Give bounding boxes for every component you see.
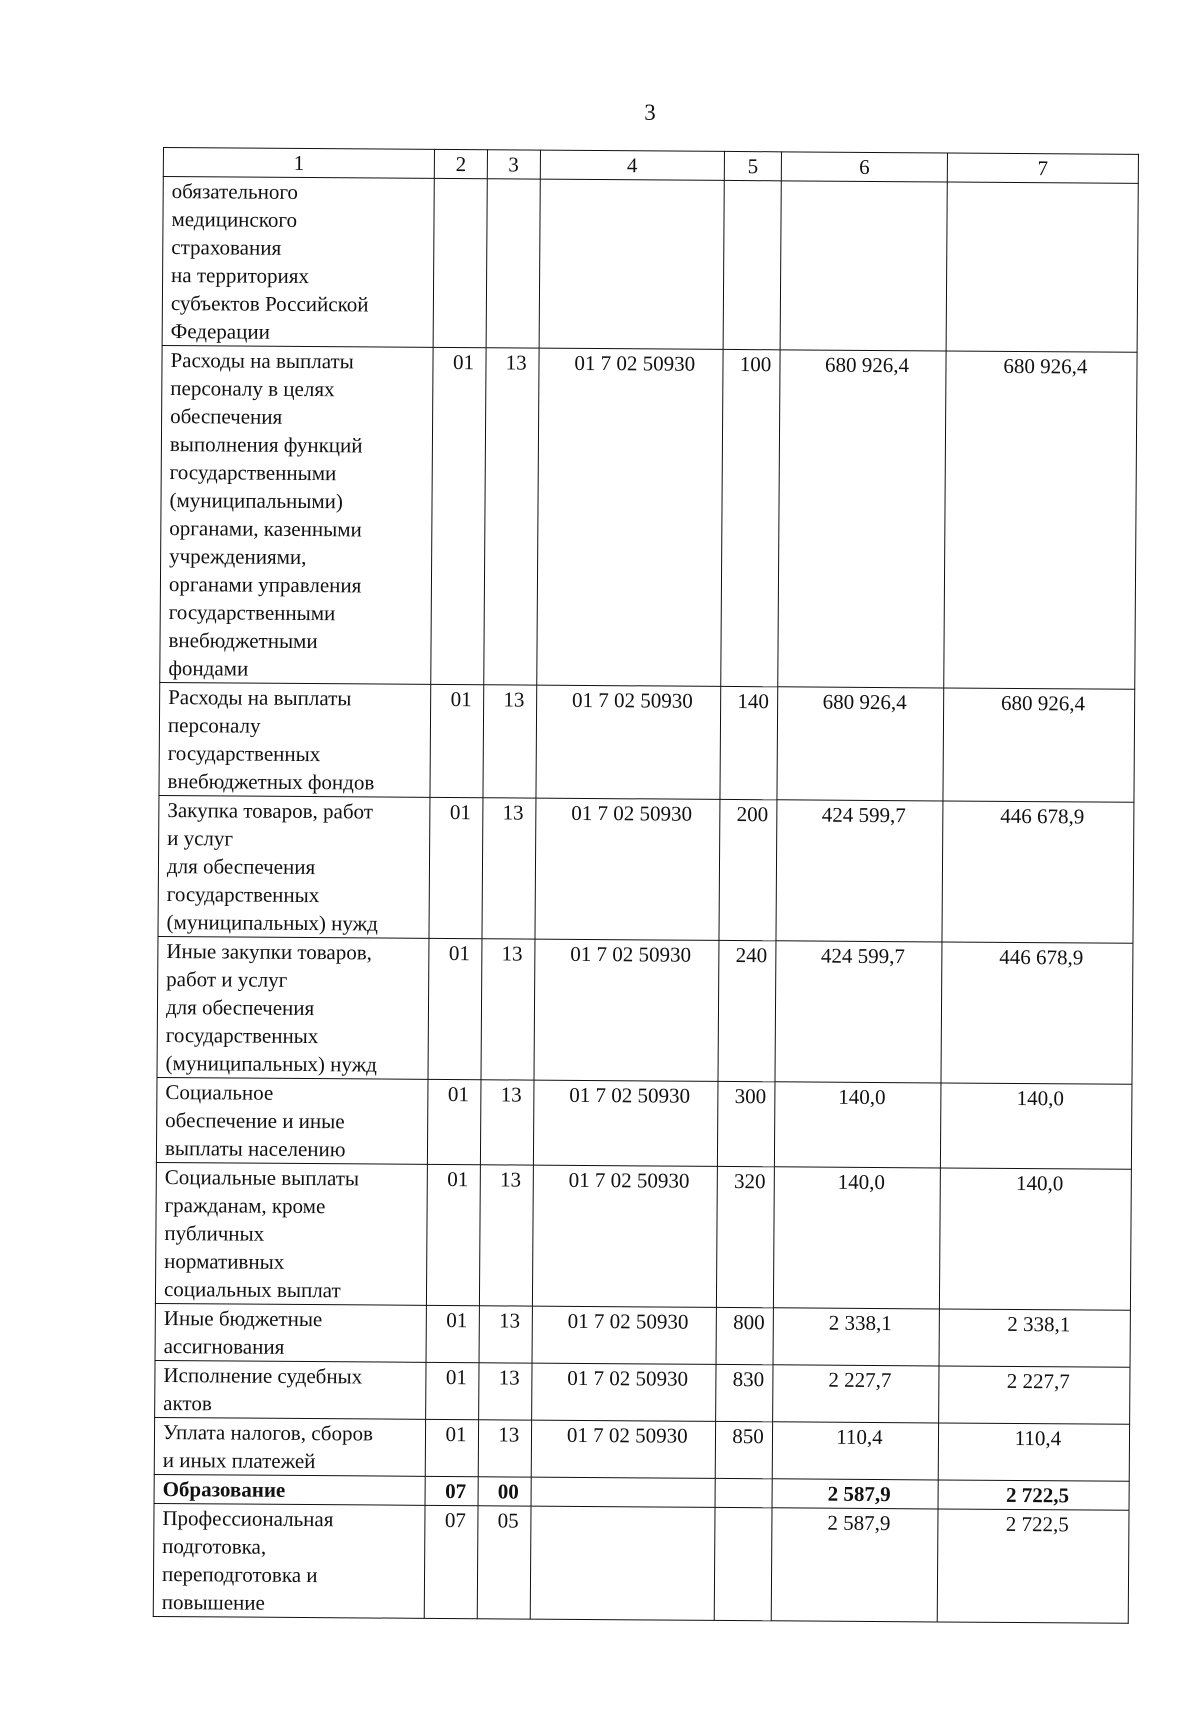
subsection-code-cell: 13 [483,685,536,798]
column-header: 3 [487,150,540,179]
amount-year2-cell: 2 227,7 [939,1366,1131,1424]
table-row [154,1417,1129,1481]
row-name-line: учреждениями, [169,544,307,570]
subsection-code-cell: 00 [478,1477,531,1506]
row-name-line: на территориях [171,263,310,289]
amount-year2-cell: 2 338,1 [939,1309,1131,1367]
target-article-cell: 01 7 02 50930 [534,939,719,1081]
amount-year1-cell: 2 227,7 [773,1365,939,1423]
column-header: 4 [540,150,725,180]
row-name-line: (муниципальных) нужд [166,910,378,936]
page-number: 3 [644,100,656,125]
row-name-line: государственными [169,460,337,486]
row-name-line: (муниципальных) нужд [165,1051,377,1077]
target-article-cell: 01 7 02 50930 [533,1080,718,1166]
amount-year1-cell: 2 587,9 [772,1479,938,1509]
row-name-line: обеспечение и иные [165,1108,345,1134]
row-name-line: гражданам, кроме [164,1193,326,1219]
column-header: 5 [724,151,781,180]
row-name-line: внебюджетными [168,628,318,654]
expense-type-cell [715,1478,772,1507]
row-name-line: обеспечения [170,404,283,429]
table-row [160,345,1137,689]
amount-year2-cell: 140,0 [940,1083,1132,1169]
row-name-cell [156,1077,428,1164]
expense-type-cell [714,1507,772,1620]
table-row [155,1303,1130,1367]
amount-year1-cell: 2 338,1 [773,1308,939,1366]
section-code-cell: 01 [429,797,483,938]
expense-type-cell: 830 [716,1364,773,1421]
row-name-cell [162,177,434,348]
row-name-line: актов [163,1391,212,1416]
row-name-line: государственных [167,741,321,767]
subsection-code-cell [486,179,540,348]
target-article-cell: 01 7 02 50930 [536,685,721,799]
section-code-cell: 07 [425,1476,478,1505]
section-code-cell: 01 [430,684,483,797]
section-code-cell: 07 [424,1505,477,1618]
row-name-line: Расходы на выплаты [168,685,352,711]
row-name-line: и иных платежей [162,1448,316,1474]
row-name-line: Профессиональная [162,1506,334,1532]
amount-year1-cell: 140,0 [774,1167,941,1309]
row-name-cell [155,1360,427,1419]
row-name-line: для обеспечения [165,995,315,1021]
row-name-line: выплаты населению [164,1136,346,1162]
column-header: 1 [163,148,434,179]
amount-year2-cell: 110,4 [938,1423,1130,1481]
amount-year2-cell: 2 722,5 [937,1509,1129,1623]
column-header: 7 [947,153,1138,183]
row-name-cell [157,936,429,1079]
subsection-code-cell: 13 [482,798,536,939]
budget-table [153,147,1139,1624]
row-name-cell [153,1503,425,1618]
expense-type-cell: 140 [720,686,778,799]
row-name-line: медицинского [171,207,298,232]
target-article-cell: 01 7 02 50930 [531,1363,716,1421]
row-name-line: органами, казенными [169,516,362,542]
row-name-cell [158,795,430,938]
section-code-cell: 01 [428,938,482,1079]
amount-year2-cell: 2 722,5 [938,1480,1129,1510]
table-row [155,1360,1130,1424]
row-name-cell [154,1474,425,1505]
row-name-cell [160,345,434,684]
target-article-cell [539,179,725,349]
amount-year2-cell: 140,0 [939,1168,1131,1310]
row-name-line: государственных [166,882,320,908]
amount-year2-cell: 680 926,4 [943,688,1135,802]
row-name-line: персоналу [167,713,261,738]
expense-type-cell: 100 [721,349,780,686]
amount-year1-cell: 140,0 [775,1082,941,1168]
row-name-line: внебюджетных фондов [167,769,375,795]
expense-type-cell: 320 [716,1166,774,1307]
row-name-line: публичных [164,1221,265,1246]
section-code-cell: 01 [426,1305,479,1362]
amount-year1-cell [780,181,947,351]
expense-type-cell: 200 [719,799,777,940]
row-name-line: подготовка, [162,1534,267,1559]
subsection-code-cell: 13 [478,1420,531,1477]
row-name-cell [154,1417,426,1476]
row-name-line: (муниципальными) [169,488,344,514]
row-name-line: нормативных [164,1249,285,1274]
table-row [153,1503,1129,1623]
subsection-code-cell: 13 [480,1080,533,1165]
row-name-line: Расходы на выплаты [170,348,354,374]
target-article-cell: 01 7 02 50930 [536,348,723,686]
row-name-line: ассигнования [163,1334,285,1359]
column-header: 2 [434,149,487,178]
section-code-cell: 01 [425,1419,478,1476]
row-name-line: повышение [161,1590,265,1615]
row-name-line: Федерации [170,319,270,344]
row-name-cell [155,1303,427,1362]
amount-year2-cell: 680 926,4 [944,351,1137,689]
amount-year1-cell: 680 926,4 [778,350,946,688]
row-name-line: Образование [162,1477,286,1502]
amount-year2-cell: 446 678,9 [941,942,1133,1084]
section-code-cell: 01 [426,1362,479,1419]
section-code-cell: 01 [427,1164,481,1305]
subsection-code-cell: 13 [481,939,535,1080]
expense-type-cell: 240 [718,940,776,1081]
section-code-cell: 01 [431,347,486,684]
table-row [159,682,1135,802]
subsection-code-cell: 13 [478,1363,531,1420]
row-name-line: Иные бюджетные [163,1306,323,1332]
subsection-code-cell: 05 [477,1506,530,1619]
section-code-cell: 01 [428,1079,481,1164]
table-row [157,936,1133,1084]
amount-year1-cell: 2 587,9 [771,1508,938,1622]
row-name-line: обязательного [171,179,299,204]
target-article-cell: 01 7 02 50930 [532,1165,717,1307]
amount-year1-cell: 424 599,7 [776,800,943,942]
expense-type-cell: 850 [715,1421,772,1478]
table-row [156,1077,1132,1169]
amount-year2-cell [946,182,1138,352]
row-name-line: для обеспечения [166,854,316,880]
row-name-line: переподготовка и [161,1562,318,1588]
column-header: 6 [781,152,947,182]
row-name-cell [155,1162,427,1305]
target-article-cell: 01 7 02 50930 [535,798,720,940]
table-row [155,1162,1131,1310]
row-name-line: социальных выплат [163,1277,341,1303]
row-name-line: Социальное [165,1080,274,1105]
row-name-line: Исполнение судебных [163,1363,363,1389]
row-name-line: и услуг [167,826,234,851]
target-article-cell [530,1506,715,1620]
row-name-line: Закупка товаров, работ [167,798,374,824]
amount-year1-cell: 680 926,4 [777,687,944,801]
row-name-line: Иные закупки товаров, [166,939,373,965]
target-article-cell: 01 7 02 50930 [531,1420,716,1478]
table-row [158,795,1134,943]
row-name-line: государственных [165,1023,319,1049]
row-name-line: государственными [168,600,336,626]
subsection-code-cell: 13 [484,348,539,685]
target-article-cell [531,1477,716,1507]
row-name-line: фондами [168,656,249,681]
row-name-line: работ и услуг [166,967,288,992]
expense-type-cell: 800 [716,1307,773,1364]
table-row [162,177,1138,353]
amount-year1-cell: 424 599,7 [775,941,942,1083]
row-name-line: Уплата налогов, сборов [162,1420,374,1446]
row-name-line: органами управления [168,572,362,598]
expense-type-cell: 300 [717,1081,775,1166]
row-name-cell [159,682,431,797]
row-name-line: персоналу в целях [170,376,335,402]
row-name-line: страхования [171,235,282,260]
subsection-code-cell: 13 [479,1306,532,1363]
amount-year2-cell: 446 678,9 [942,801,1134,943]
amount-year1-cell: 110,4 [772,1422,938,1480]
row-name-line: субъектов Российской [170,291,369,317]
row-name-line: Социальные выплаты [164,1165,360,1191]
subsection-code-cell: 13 [479,1165,533,1306]
row-name-line: выполнения функций [169,432,363,458]
target-article-cell: 01 7 02 50930 [532,1306,717,1364]
expense-type-cell [723,180,781,349]
section-code-cell [433,178,487,347]
